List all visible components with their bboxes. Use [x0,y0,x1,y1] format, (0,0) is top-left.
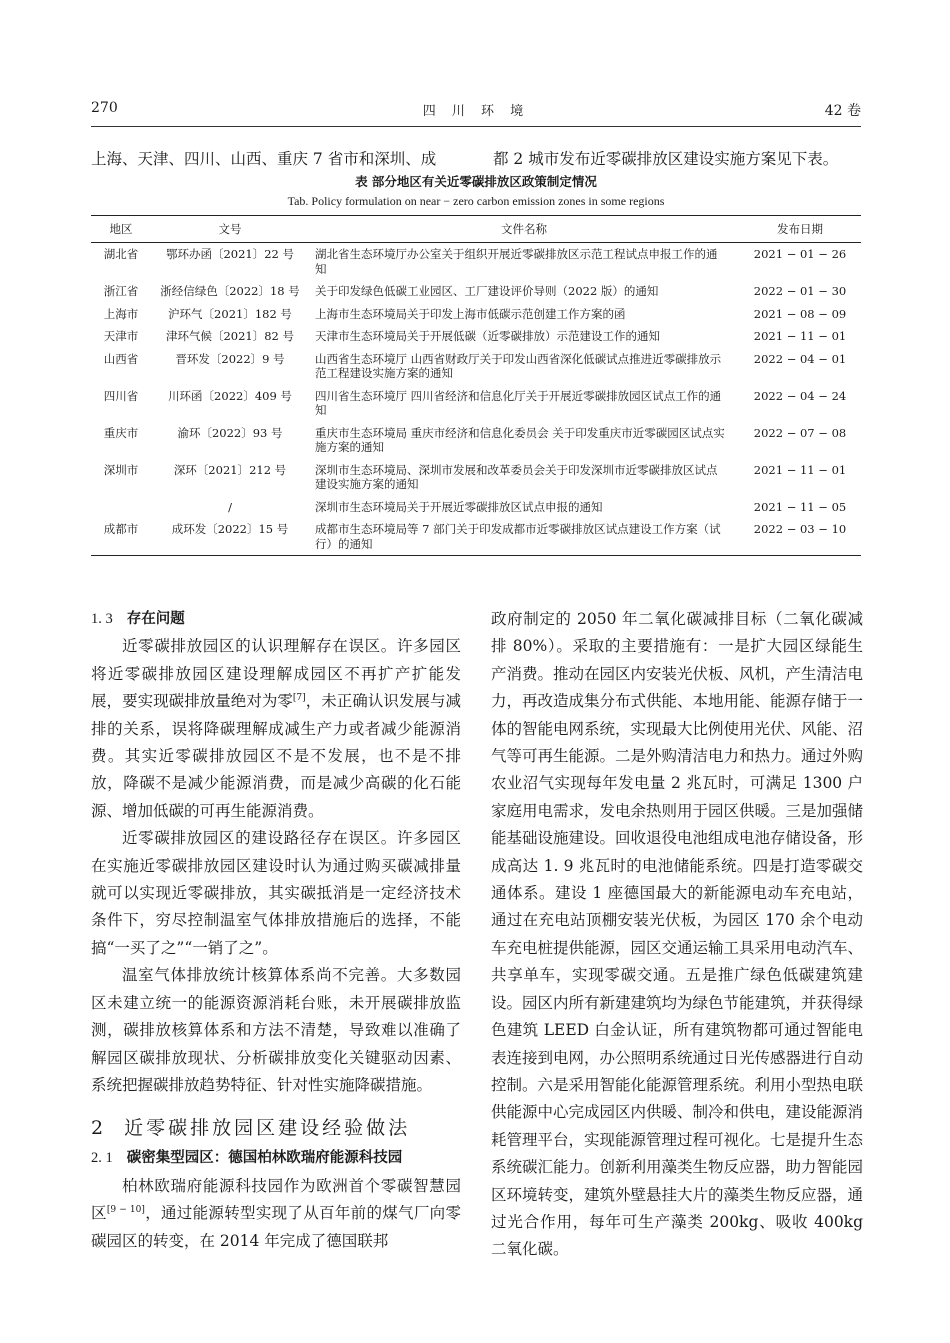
paragraph: 近零碳排放园区的建设路径存在误区。许多园区在实施近零碳排放园区建设时认为通过购买碳减排量就可以实现近零碳排放，其实碳抵消是一定经济技术条件下，穷尽控制温室气体排放措施后的选择，不能搞“一买了之”“一销了之”。 [91,829,461,957]
cell-doc-name: 上海市生态环境局关于印发上海市低碳示范创建工作方案的函 [315,306,626,321]
cell-doc-name: 深圳市生态环境局、深圳市发展和改革委员会关于印发深圳市近零碳排放区试点建设实施方案的通知 [315,462,718,491]
cell-date: 2021 − 11 − 05 [753,499,847,514]
cell-date: 2022 − 03 − 10 [753,522,847,536]
cell-date: 2021 − 08 − 09 [753,306,847,321]
table-row [91,459,861,496]
volume-label: 42 卷 [824,103,861,119]
right-column [491,606,863,1264]
section-title: 存在问题 [126,611,185,627]
cell-date: 2022 − 07 − 08 [753,425,847,440]
cell-region: 浙江省 [103,284,139,298]
paragraph-text: 柏林欧瑞府能源科技园作为欧洲首个零碳智慧园区 [91,1176,461,1223]
section-title: 碳密集型园区：德国柏林欧瑞府能源科技园 [126,1150,403,1167]
cell-date: 2022 − 04 − 01 [753,351,847,366]
cell-region [91,496,151,519]
table-title-en: Tab. Policy formulation on near − zero carbon emission zones in some regions [287,194,665,208]
header-rule [91,126,861,127]
paragraph [91,1173,461,1255]
paragraph: 温室气体排放统计核算体系尚不完善。大多数园区未建立统一的能源资源消耗台账，未开展碳排放监测，碳排放核算体系和方法不清楚，导致难以准确了解园区碳排放现状、分析碳排放变化关键驱动因素、系统把握碳排放趋势特征、针对性实施降碳措施。 [91,966,461,1094]
cell-doc-name: 成都市生态环境局等 7 部门关于印发成都市近零碳排放区试点建设工作方案（试行）的通知 [315,522,721,551]
cell-doc-number: 川环函〔2022〕409 号 [168,388,292,403]
cell-date: 2022 − 04 − 24 [753,388,847,403]
cell-doc-number: 鄂环办函〔2021〕22 号 [165,247,295,261]
citation: [7] [292,693,306,704]
intro-text-right: 都 2 城市发布近零碳排放区建设实施方案见下表。 [493,150,839,168]
header-doc-number: 文号 [218,221,242,236]
paragraph-text: ，未正确认识发展与减排的关系，误将降碳理解成减生产力或者减少能源消费。其实近零碳排放园区不是不发展，也不是不排放，降碳不是减少能源消费，而是减少高碳的化石能源、增加低碳的可再生能源消费。 [91,692,461,820]
cell-doc-name: 关于印发绿色低碳工业园区、工厂建设评价导则（2022 版）的通知 [315,284,659,298]
paragraph-text: 近零碳排放园区的认识理解存在误区。许多园区将近零碳排放园区建设理解成园区不再扩产扩能发展，要实现碳排放量绝对为零 [91,637,461,711]
cell-doc-name: 四川省生态环境厅 四川省经济和信息化厅关于开展近零碳排放园区试点工作的通知 [315,388,722,417]
table-row [91,280,861,303]
paragraph: 政府制定的 2050 年二氧化碳减排目标（二氧化碳减排 80%）。采取的主要措施有：一是扩大园区绿能生产消费。推动在园区内安装光伏板、风机，产生清洁电力，再改造成集分布式供能、本地用能、能源存储于一体的智能电网系统，实现最大比例使用光伏、风能、沼气等可再生能源。二是外购清洁电力和热力。通过外购农业沼气实现每年发电量 2 兆瓦时，可满足 1300 户家庭用电需求，发电余热则用于园区供暖。三是加强储能基础设施建设。回收退役电池组成电池存储设备，形成高达 1. 9 兆瓦时的电池储能系统。四是打造零碳交通体系。建设 1 座德国最大的新能源电动车充电站，通过在充电站顶棚安装光伏板，为园区 170 余个电动车充电桩提供能源，园区交通运输工具采用电动汽车、共享单车，实现零碳交通。五是推广绿色低碳建筑建设。园区内所有新建建筑均为绿色节能建筑，并获得绿色建筑 LEED 白金认证，所有建筑物都可通过智能电表连接到电网，办公照明系统通过日光传感器进行自动控制。六是采用智能化能源管理系统。利用小型热电联供能源中心完成园区内供暖、制冷和供电，建设能源消耗管理平台，实现能源管理过程可视化。七是提升生态系统碳汇能力。创新利用藻类生物反应器，助力智能园区环境转变，建筑外壁悬挂大片的藻类生物反应器，通过光合作用，每年可生产藻类 200kg、吸收 400kg 二氧化碳。 [491,610,864,1259]
table-row [91,303,861,326]
section-2-heading [91,1113,461,1143]
section-number: 2. 1 [91,1150,113,1167]
header-date: 发布日期 [777,221,823,236]
left-column [91,606,461,1255]
journal-name: 四 川 环 境 [422,104,530,119]
cell-region: 山西省 [103,351,139,366]
cell-date: 2021 − 11 − 01 [753,462,847,477]
table-row [91,496,861,519]
table-row [91,518,861,556]
cell-doc-number: 渝环〔2022〕93 号 [177,425,283,440]
cell-doc-name: 重庆市生态环境局 重庆市经济和信息化委员会 关于印发重庆市近零碳园区试点实施方案的通知 [315,425,725,454]
cell-doc-number: 晋环发〔2022〕9 号 [175,351,285,366]
cell-region: 湖北省 [103,247,139,261]
cell-date: 2022 − 01 − 30 [753,284,847,298]
table-row [91,325,861,348]
table-title: 表 部分地区有关近零碳排放区政策制定情况 [355,174,597,189]
cell-doc-number: 成环发〔2022〕15 号 [171,522,289,536]
page-number: 270 [91,100,118,116]
section-title: 近零碳排放园区建设经验做法 [124,1117,411,1140]
cell-region: 天津市 [103,329,139,343]
cell-region: 四川省 [103,388,139,403]
cell-region: 深圳市 [103,462,139,477]
cell-doc-number: 津环气候〔2021〕82 号 [165,329,295,343]
cell-date: 2021 − 01 − 26 [753,247,847,261]
policy-table [91,215,861,556]
cell-doc-number: 沪环气〔2021〕182 号 [168,306,292,321]
header-doc-name: 文件名称 [501,221,547,236]
header-region: 地区 [109,221,133,236]
section-number: 1. 3 [91,611,113,627]
table-row [91,385,861,422]
cell-region: 重庆市 [103,425,139,440]
section-number: 2 [91,1117,107,1140]
cell-doc-number: 浙经信绿色〔2022〕18 号 [160,284,300,298]
cell-doc-number: / [228,499,232,514]
table-row [91,243,861,281]
section-1-3-heading [91,606,461,633]
section-2-1-heading [91,1145,461,1172]
paragraph [91,633,461,825]
table-row [91,422,861,459]
cell-doc-name: 湖北省生态环境厅办公室关于组织开展近零碳排放区示范工程试点申报工作的通知 [315,247,718,276]
table-row [91,348,861,385]
intro-text-left: 上海、天津、四川、山西、重庆 7 省市和深圳、成 [91,150,437,168]
cell-doc-number: 深环〔2021〕212 号 [173,462,287,477]
cell-doc-name: 深圳市生态环境局关于开展近零碳排放区试点申报的通知 [315,499,603,514]
paragraph-text: ，通过能源转型实现了从百年前的煤气厂向零碳园区的转变，在 2014 年完成了德国联邦 [91,1204,461,1250]
cell-date: 2021 − 11 − 01 [753,329,847,343]
cell-region: 成都市 [103,522,139,536]
table-header-row [91,216,861,243]
cell-doc-name: 天津市生态环境局关于开展低碳（近零碳排放）示范建设工作的通知 [315,329,660,343]
cell-region: 上海市 [103,306,139,321]
page-header [91,100,861,124]
cell-doc-name: 山西省生态环境厅 山西省财政厅关于印发山西省深化低碳试点推进近零碳排放示范工程建设实施方案的通知 [315,351,722,380]
citation: [9 − 10] [106,1204,145,1215]
